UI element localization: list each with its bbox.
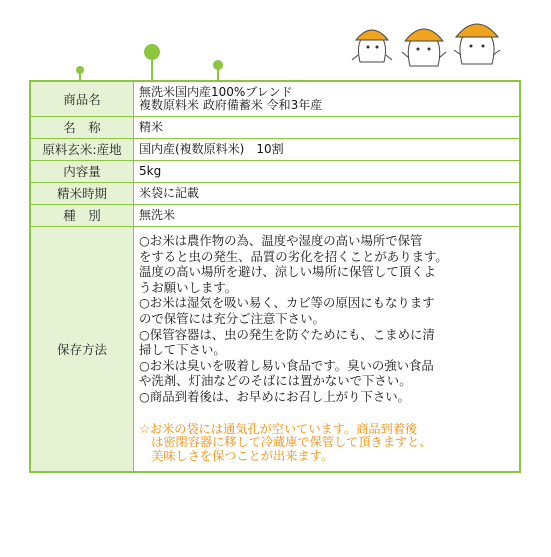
storage-line: 掃して下さい。: [139, 342, 226, 358]
sprout-decoration: [76, 44, 223, 80]
storage-line: ○お米は臭いを吸着し易い食品です。臭いの強い食品: [139, 357, 434, 373]
row-label-name: 名 称: [30, 117, 134, 139]
row-label-product-name: 商品名: [30, 81, 134, 117]
table-row: [30, 205, 520, 227]
storage-note: [139, 423, 514, 464]
row-value-type: 無洗米: [134, 205, 521, 227]
storage-line: や洗剤、灯油などのそばには置かないで下さい。: [139, 373, 412, 389]
rice-grain-mascot-icon: [402, 29, 446, 66]
row-label-storage: 保存方法: [30, 227, 134, 473]
storage-line: ○お米は湿気を吸い易く、カビ等の原因にもなります: [139, 295, 435, 311]
product-spec-table: [29, 80, 521, 473]
storage-line: ので保管には充分ご注意下さい。: [139, 310, 325, 326]
table-row: [30, 117, 520, 139]
row-value-quantity: 5kg: [134, 161, 521, 183]
storage-instructions: [139, 233, 514, 405]
storage-line: うお願いします。: [139, 279, 238, 295]
storage-line: 温度の高い場所を避け、涼しい場所に保管して頂くよ: [139, 264, 436, 280]
row-value-name: 精米: [134, 117, 521, 139]
rice-grain-mascot-icon: [352, 30, 392, 62]
row-value-milling-date: 米袋に記載: [134, 183, 521, 205]
row-value-origin: 国内産(複数原料米) 10割: [134, 139, 521, 161]
row-value-product-name: [134, 81, 521, 117]
note-line: ☆お米の袋には通気孔が空いています。商品到着後: [139, 421, 418, 436]
table-row: [30, 161, 520, 183]
row-label-quantity: 内容量: [30, 161, 134, 183]
storage-line: をすると虫の発生、品質の劣化を招くことがあります。: [139, 248, 448, 264]
value-line: 複数原料米 政府備蓄米 令和3年産: [139, 98, 323, 112]
note-line: は密閉容器に移して冷蔵庫で保管して頂きますと、: [139, 435, 432, 450]
storage-line: ○お米は農作物の為、温度や湿度の高い場所で保管: [139, 233, 423, 248]
table-row: [30, 81, 520, 117]
note-line: 美味しさを保つことが出来ます。: [139, 448, 334, 463]
storage-line: ○保管容器は、虫の発生を防ぐためにも、こまめに清: [139, 326, 435, 342]
value-line: 無洗米国内産100%ブレンド: [139, 85, 293, 99]
table-row: [30, 227, 520, 473]
rice-grain-mascot-icon: [454, 24, 500, 64]
row-label-type: 種 別: [30, 205, 134, 227]
row-label-origin: 原料玄米:産地: [30, 139, 134, 161]
header-decoration: [0, 0, 551, 80]
row-value-storage: [134, 227, 521, 473]
row-label-milling-date: 精米時期: [30, 183, 134, 205]
table-row: [30, 139, 520, 161]
storage-line: ○商品到着後は、お早めにお召し上がり下さい。: [139, 388, 411, 404]
table-row: [30, 183, 520, 205]
